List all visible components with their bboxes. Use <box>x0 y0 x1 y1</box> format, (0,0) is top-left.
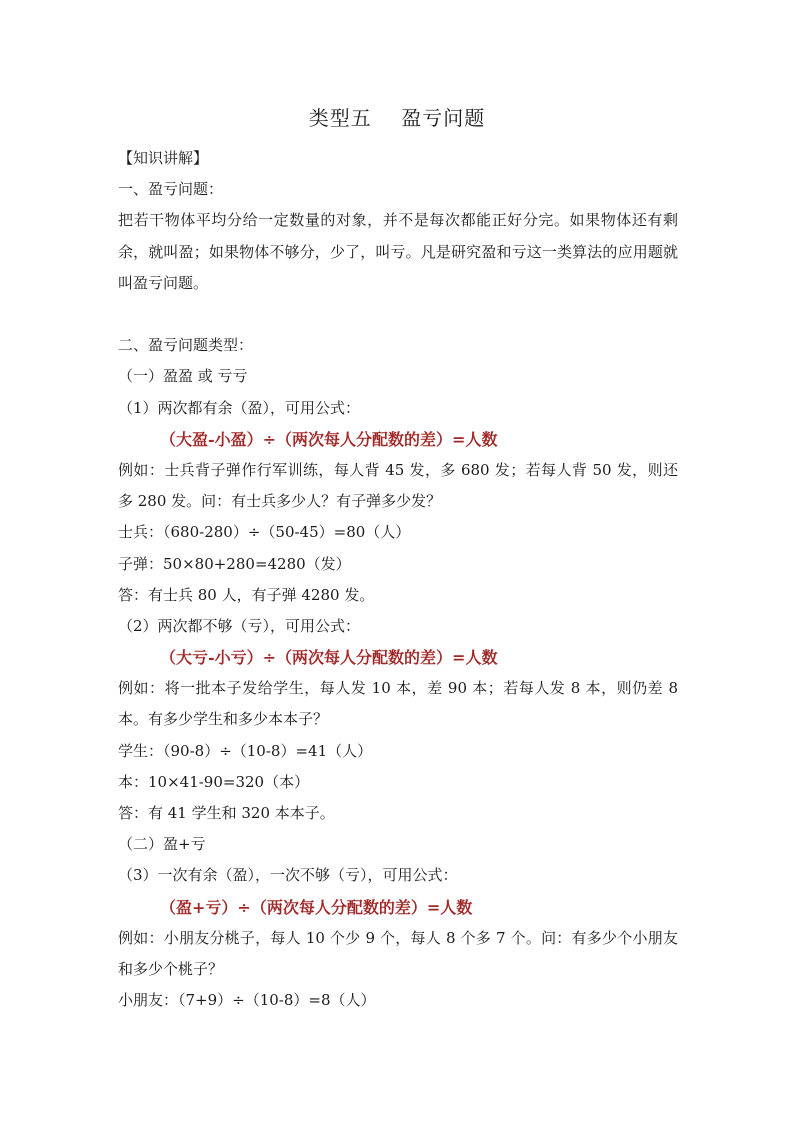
part1-heading: 一、盈亏问题： <box>118 180 224 199</box>
type2-heading: （二）盈+亏 <box>118 835 206 854</box>
case2-solution-students: 学生：（90-8）÷（10-8）=41（人） <box>118 741 373 760</box>
case1-formula: （大盈-小盈）÷（两次每人分配数的差）=人数 <box>160 429 498 449</box>
part2-heading: 二、盈亏问题类型： <box>118 336 254 355</box>
case1-solution-bullets: 子弹：50×80+280=4280（发） <box>118 554 351 573</box>
case1-solution-soldiers: 士兵：（680-280）÷（50-45）=80（人） <box>118 523 411 542</box>
blank-line <box>118 299 678 330</box>
part1-body: 把若干物体平均分给一定数量的对象，并不是每次都能正好分完。如果物体还有剩余，就叫盈；如果物体不够分，少了，叫亏。凡是研究盈和亏这一类算法的应用题就叫盈亏问题。 <box>118 211 678 292</box>
case2-answer: 答：有 41 学生和 320 本本子。 <box>118 804 335 823</box>
case2-heading: （2）两次都不够（亏），可用公式： <box>118 616 361 635</box>
section-knowledge-heading: 【知识讲解】 <box>118 149 209 167</box>
case3-solution-children: 小朋友：（7+9）÷（10-8）=8（人） <box>118 991 376 1010</box>
case1-heading: （1）两次都有余（盈），可用公式： <box>118 398 361 417</box>
document-body <box>118 143 678 1016</box>
type1-heading: （一）盈盈 或 亏亏 <box>118 367 248 386</box>
case1-example: 例如：士兵背子弹作行军训练，每人背 45 发，多 680 发；若每人背 50 发，则还多 280 发。问：有士兵多少人？有子弹多少发？ <box>118 460 678 511</box>
case3-heading: （3）一次有余（盈），一次不够（亏），可用公式： <box>118 866 458 885</box>
case2-formula: （大亏-小亏）÷（两次每人分配数的差）=人数 <box>160 648 498 668</box>
page-title: 类型五 盈亏问题 <box>308 106 486 130</box>
case3-formula: （盈+亏）÷（两次每人分配数的差）=人数 <box>160 897 473 917</box>
case2-example: 例如：将一批本子发给学生，每人发 10 本，差 90 本；若每人发 8 本，则仍差 8 本。有多少学生和多少本本子？ <box>118 679 678 729</box>
case1-answer: 答：有士兵 80 人，有子弹 4280 发。 <box>118 585 375 604</box>
case2-solution-books: 本：10×41-90=320（本） <box>118 772 310 791</box>
case3-example: 例如：小朋友分桃子，每人 10 个少 9 个，每人 8 个多 7 个。问：有多少个小朋友和多少个桃子？ <box>118 928 678 978</box>
